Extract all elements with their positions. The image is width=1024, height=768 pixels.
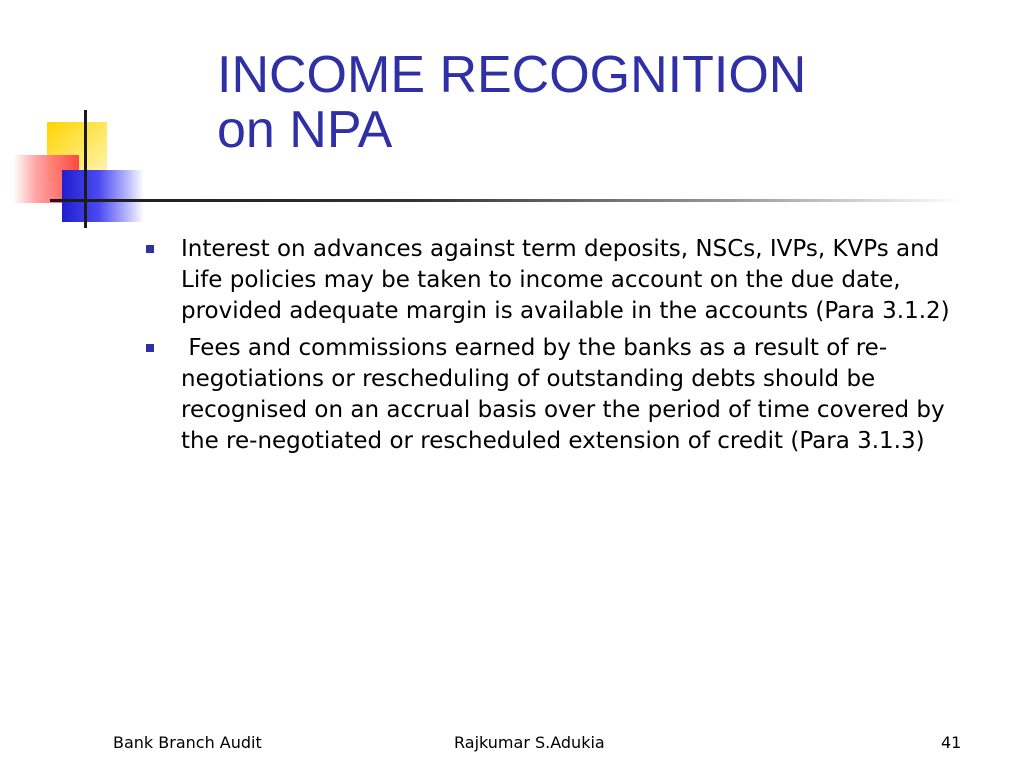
footer-author: Rajkumar S.Adukia <box>454 733 605 752</box>
footer-page-number: 41 <box>941 733 962 752</box>
bullet-text: Fees and commissions earned by the banks as a result of re-negotiations or rescheduling of outstanding debts should be recognised on an accrual basis over the period of time covered by the re-negotiated or rescheduled extension of credit (Para 3.1.3) <box>181 335 952 454</box>
slide-title-line-2: on NPA <box>217 101 393 159</box>
slide-title <box>217 48 1007 158</box>
footer-presentation-title: Bank Branch Audit <box>113 733 262 752</box>
decorative-blue-square <box>62 170 144 222</box>
bullet-item <box>144 234 980 327</box>
title-underline-rule <box>50 199 962 202</box>
square-bullet-icon <box>146 344 154 352</box>
bullet-text: Interest on advances against term deposits, NSCs, IVPs, KVPs and Life policies may be taken to income account on the due date, provided adequate margin is available in the accounts (Para 3.1.2) <box>181 236 950 324</box>
decorative-vertical-line <box>84 110 87 228</box>
bullet-list <box>144 234 980 463</box>
square-bullet-icon <box>146 245 154 253</box>
slide-title-line-1: INCOME RECOGNITION <box>217 46 807 104</box>
bullet-item <box>144 333 980 457</box>
